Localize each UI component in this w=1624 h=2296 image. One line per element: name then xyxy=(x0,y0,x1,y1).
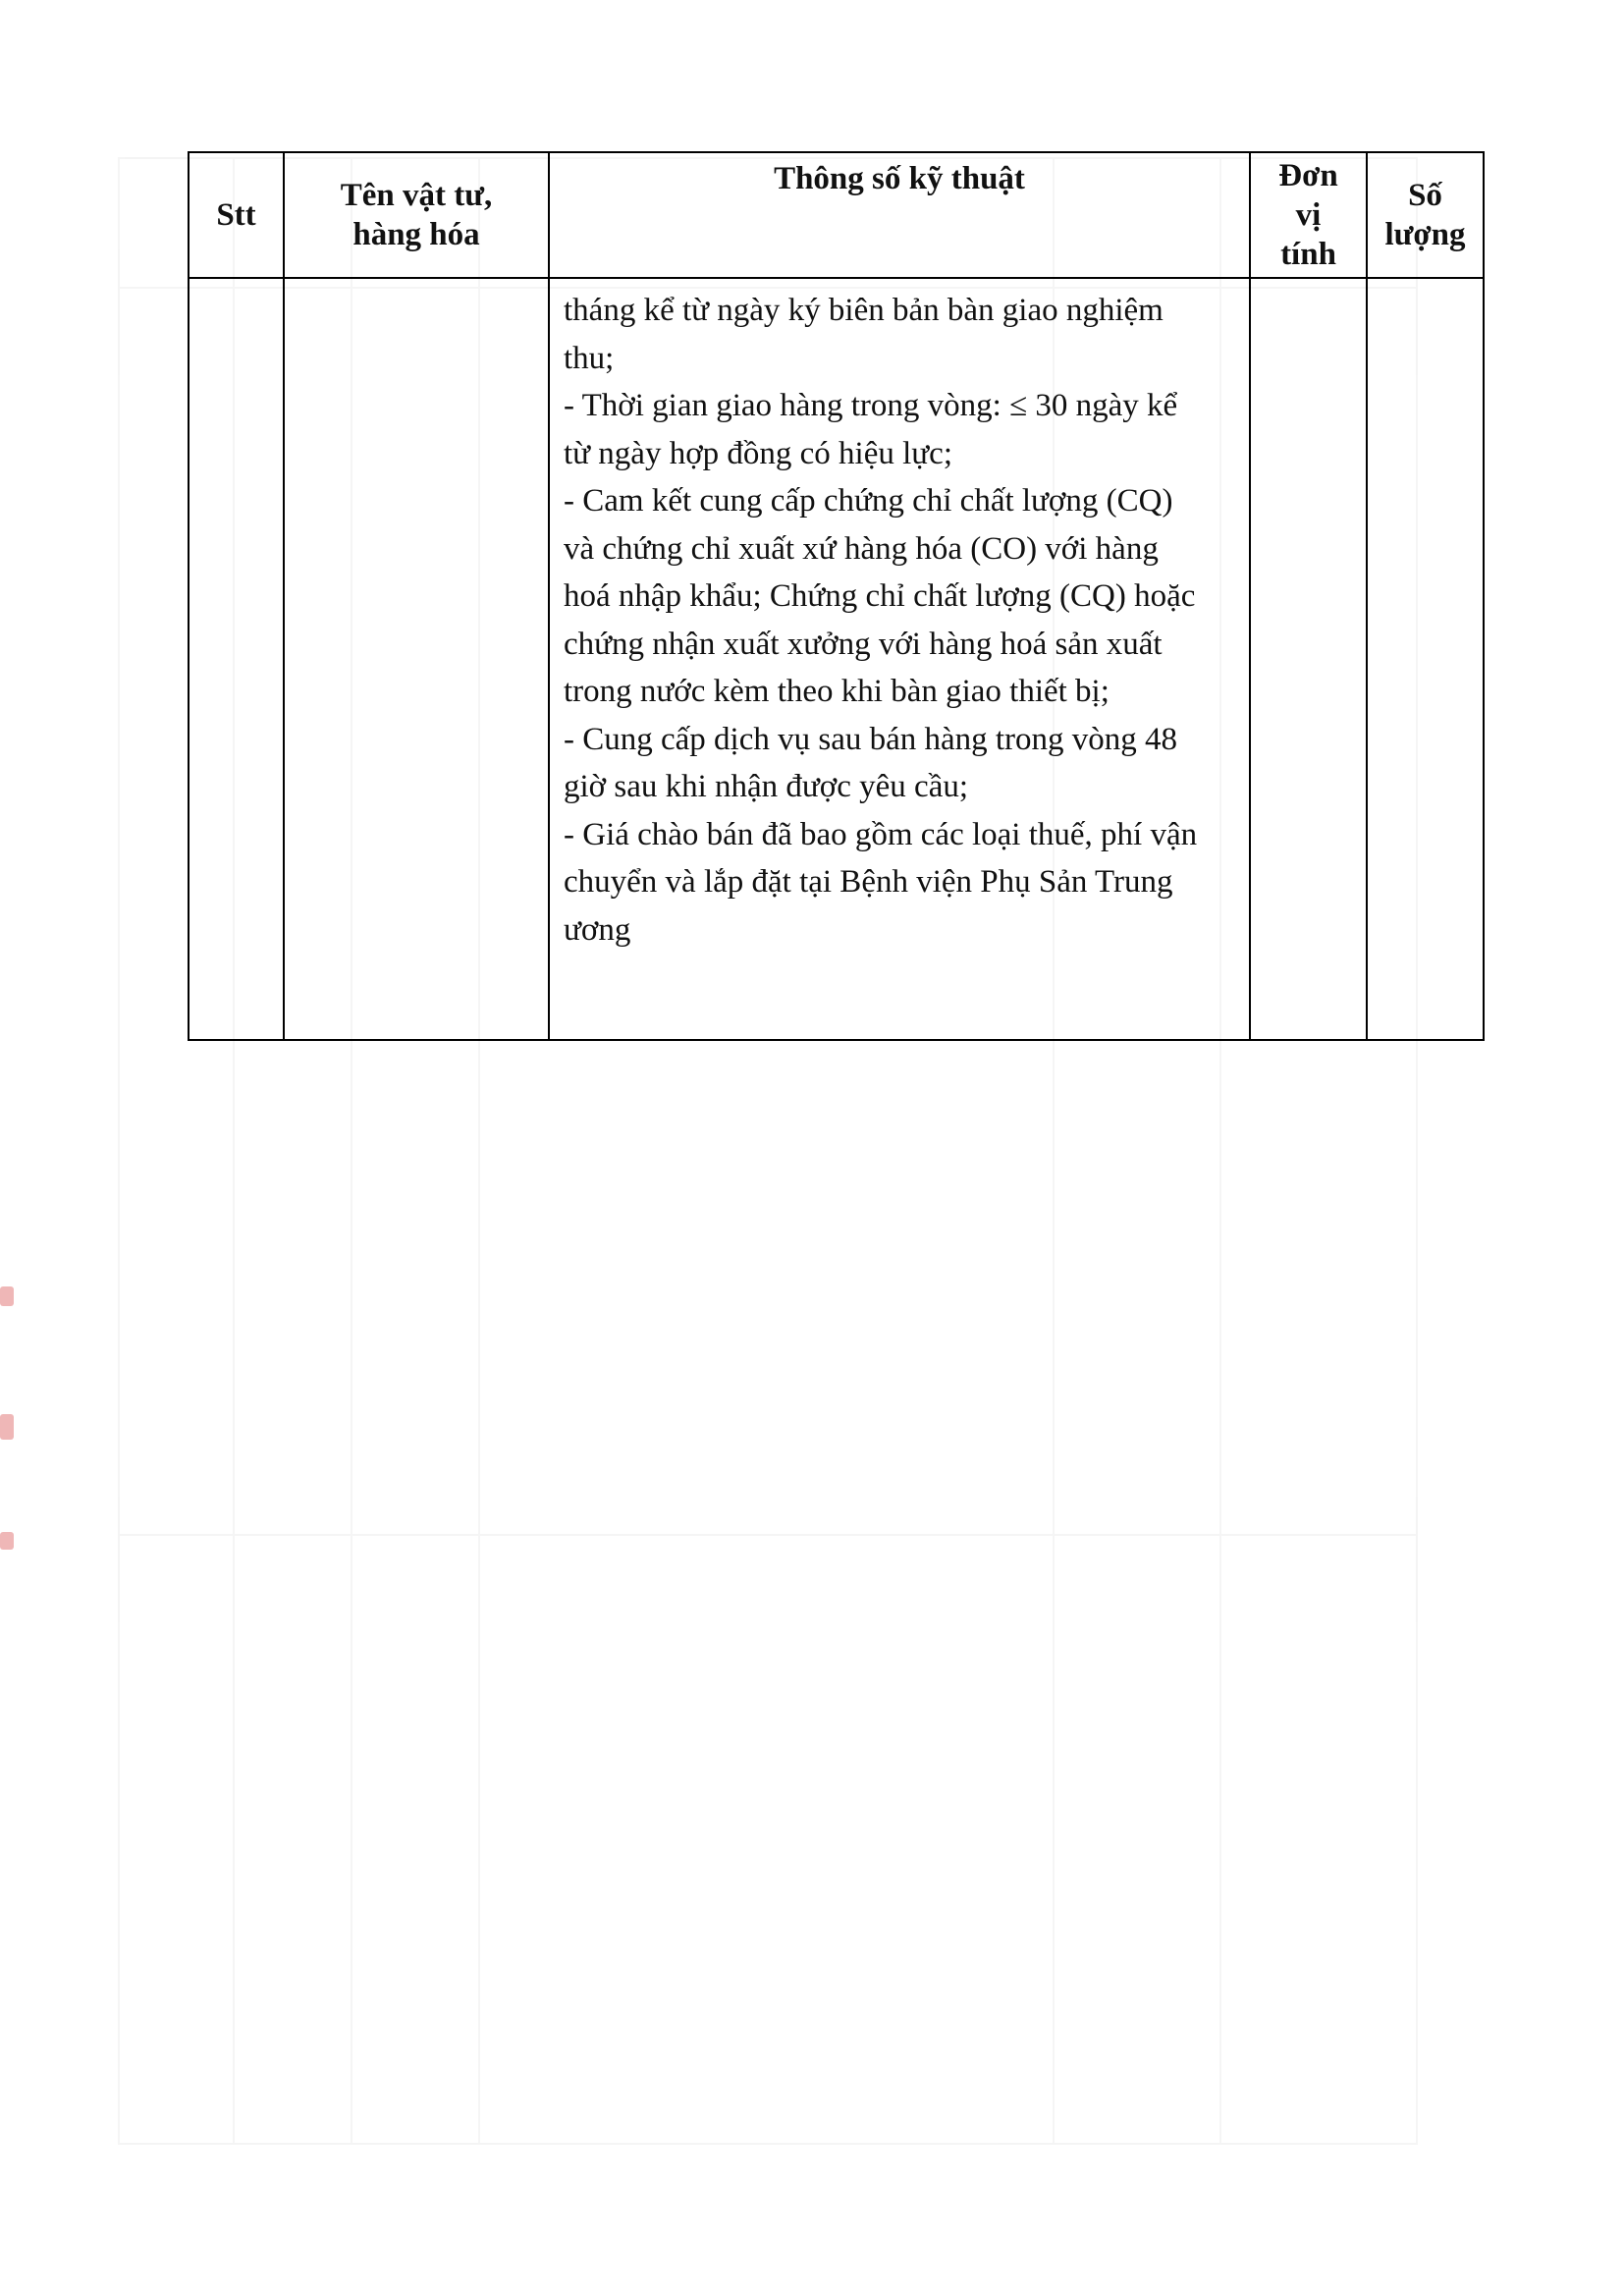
header-unit-line: Đơn xyxy=(1278,158,1338,193)
red-stamp-edge xyxy=(0,1414,14,1440)
spec-line: từ ngày hợp đồng có hiệu lực; xyxy=(564,435,952,471)
header-row xyxy=(189,152,1484,278)
cell-quantity xyxy=(1367,278,1484,1040)
spec-table xyxy=(188,151,1485,1041)
spec-line: tháng kể từ ngày ký biên bản bàn giao nghiệm xyxy=(564,293,1164,328)
spec-line: - Giá chào bán đã bao gồm các loại thuế, phí vận xyxy=(564,816,1198,852)
header-quantity-line: lượng xyxy=(1384,217,1466,252)
spec-line: - Cam kết cung cấp chứng chỉ chất lượng (CQ) xyxy=(564,483,1173,519)
spec-line: giờ sau khi nhận được yêu cầu; xyxy=(564,769,969,804)
spec-line: chuyển và lắp đặt tại Bệnh viện Phụ Sản Trung xyxy=(564,864,1173,900)
spec-line: thu; xyxy=(564,340,615,376)
cell-unit xyxy=(1250,278,1367,1040)
header-item-name-line: hàng hóa xyxy=(352,217,480,252)
spec-line: - Thời gian giao hàng trong vòng: ≤ 30 ngày kể xyxy=(564,388,1178,423)
spec-line: - Cung cấp dịch vụ sau bán hàng trong vòng 48 xyxy=(564,721,1178,757)
header-quantity xyxy=(1367,152,1484,278)
header-unit-line: tính xyxy=(1280,237,1336,272)
header-quantity-line: Số xyxy=(1408,178,1442,213)
header-unit xyxy=(1250,152,1367,278)
red-stamp-edge xyxy=(0,1286,14,1306)
spec-line: trong nước kèm theo khi bàn giao thiết bị; xyxy=(564,674,1110,709)
header-technical-spec: Thông số kỹ thuật xyxy=(549,152,1250,278)
header-unit-line: vị xyxy=(1295,197,1322,233)
spec-line: chứng nhận xuất xưởng với hàng hoá sản xuất xyxy=(564,626,1163,662)
spec-line: ương xyxy=(564,911,631,948)
header-stt: Stt xyxy=(189,152,284,278)
table-row xyxy=(189,278,1484,1040)
cell-item-name xyxy=(284,278,549,1040)
red-stamp-edge xyxy=(0,1532,14,1550)
cell-stt xyxy=(189,278,284,1040)
cell-technical-spec xyxy=(549,278,1250,1040)
spec-line: hoá nhập khẩu; Chứng chỉ chất lượng (CQ) hoặc xyxy=(564,578,1196,614)
header-item-name xyxy=(284,152,549,278)
header-item-name-line: Tên vật tư, xyxy=(340,178,493,213)
spec-line: và chứng chỉ xuất xứ hàng hóa (CO) với hàng xyxy=(564,530,1159,567)
spec-text xyxy=(550,279,1249,954)
